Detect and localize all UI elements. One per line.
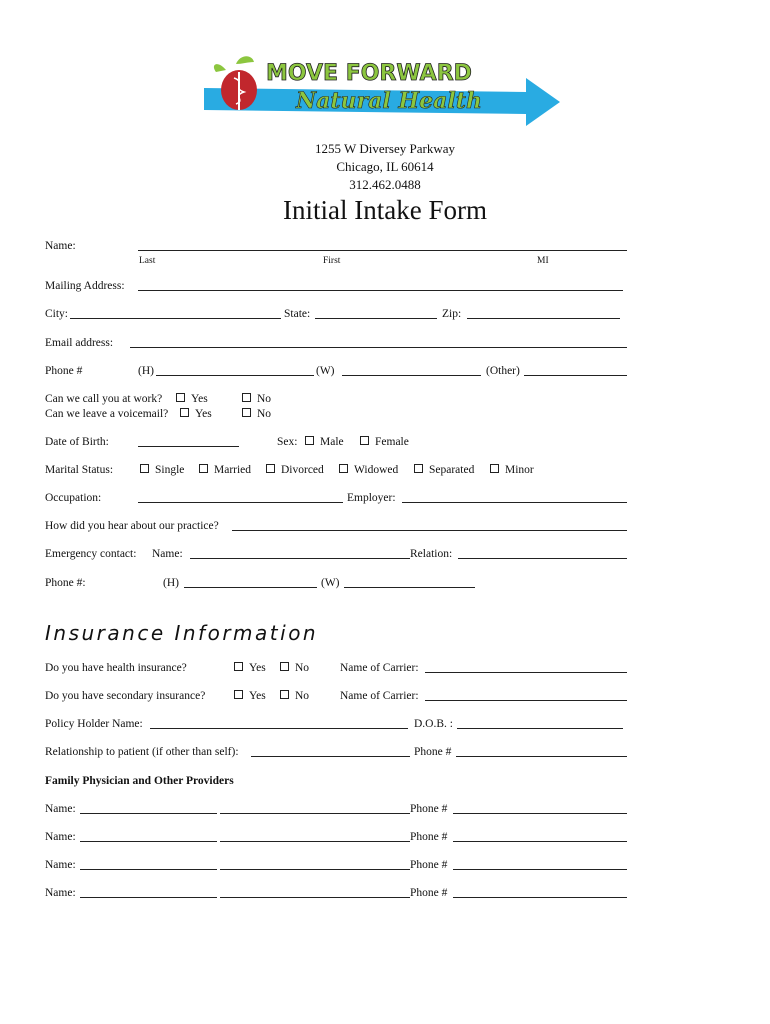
dob-field[interactable] [138,446,239,447]
form-title: Initial Intake Form [283,195,487,225]
secondary-carrier-label: Name of Carrier: [340,690,419,702]
emergency-relation-field[interactable] [458,558,627,559]
phone-other-label: (Other) [486,365,520,377]
checkbox-icon[interactable] [176,393,185,402]
checkbox-icon[interactable] [180,408,189,417]
mailing-field[interactable] [138,290,623,291]
city-field[interactable] [70,318,281,319]
logo-line2: Natural Health [296,88,482,114]
zip-field[interactable] [467,318,620,319]
hear-field[interactable] [232,530,627,531]
health-insurance-no[interactable]: No [280,661,309,675]
name-label: Name: [45,240,76,252]
provider-practice-field[interactable] [220,813,410,814]
emergency-name-label: Name: [152,548,183,560]
checkbox-icon[interactable] [199,464,208,473]
marital-minor[interactable]: Minor [490,463,534,477]
relationship-label: Relationship to patient (if other than self): [45,746,239,758]
carrier-field[interactable] [425,672,627,673]
marital-label: Marital Status: [45,464,114,476]
checkbox-icon[interactable] [234,690,243,699]
city-label: City: [45,308,69,320]
checkbox-icon[interactable] [280,662,289,671]
call-work-label: Can we call you at work? [45,393,163,405]
carrier-label: Name of Carrier: [340,662,419,674]
secondary-insurance-label: Do you have secondary insurance? [45,690,206,702]
provider-phone-label: Phone # [410,887,448,899]
provider-phone-field[interactable] [453,841,627,842]
policy-holder-label: Policy Holder Name: [45,718,143,730]
state-label: State: [284,308,311,320]
logo-line1: MOVE FORWARD [266,61,472,86]
sex-female[interactable]: Female [360,435,409,449]
provider-name-field[interactable] [80,869,217,870]
provider-practice-field[interactable] [220,897,410,898]
provider-phone-label: Phone # [410,831,448,843]
marital-single[interactable]: Single [140,463,184,477]
checkbox-icon[interactable] [234,662,243,671]
checkbox-icon[interactable] [242,393,251,402]
holder-dob-label: D.O.B. : [414,718,453,730]
phone-home-field[interactable] [156,375,314,376]
checkbox-icon[interactable] [339,464,348,473]
checkbox-icon[interactable] [242,408,251,417]
insurance-heading: Insurance Information [45,621,319,645]
marital-divorced[interactable]: Divorced [266,463,324,477]
provider-name-label: Name: [45,803,76,815]
emergency-phone-work-field[interactable] [344,587,475,588]
secondary-carrier-field[interactable] [425,700,627,701]
voicemail-label: Can we leave a voicemail? [45,408,169,420]
emergency-relation-label: Relation: [410,548,453,560]
name-first-caption: First [323,256,341,266]
checkbox-icon[interactable] [266,464,275,473]
provider-name-field[interactable] [80,897,217,898]
voicemail-no[interactable]: No [242,407,271,421]
emergency-label: Emergency contact: [45,548,137,560]
call-work-yes[interactable]: Yes [176,392,208,406]
zip-label: Zip: [442,308,462,320]
checkbox-icon[interactable] [140,464,149,473]
policy-holder-field[interactable] [150,728,408,729]
email-label: Email address: [45,337,114,349]
employer-field[interactable] [402,502,627,503]
relationship-field[interactable] [251,756,410,757]
providers-heading: Family Physician and Other Providers [45,775,234,787]
name-last-caption: Last [139,256,156,266]
phone-work-label: (W) [316,365,335,377]
hear-label: How did you hear about our practice? [45,520,219,532]
marital-married[interactable]: Married [199,463,251,477]
relationship-phone-label: Phone # [414,746,452,758]
checkbox-icon[interactable] [414,464,423,473]
emergency-name-field[interactable] [190,558,410,559]
practice-address: 1255 W Diversey Parkway [315,141,455,156]
name-field[interactable] [138,250,627,251]
checkbox-icon[interactable] [360,436,369,445]
provider-name-field[interactable] [80,841,217,842]
phone-label: Phone # [45,365,83,377]
provider-phone-label: Phone # [410,859,448,871]
call-work-no[interactable]: No [242,392,271,406]
provider-name-field[interactable] [80,813,217,814]
checkbox-icon[interactable] [305,436,314,445]
provider-phone-label: Phone # [410,803,448,815]
provider-name-label: Name: [45,831,76,843]
secondary-insurance-no[interactable]: No [280,689,309,703]
provider-phone-field[interactable] [453,813,627,814]
emergency-phone-home-label: (H) [163,577,179,589]
email-field[interactable] [130,347,627,348]
provider-name-label: Name: [45,859,76,871]
practice-phone: 312.462.0488 [349,177,421,192]
voicemail-yes[interactable]: Yes [180,407,212,421]
checkbox-icon[interactable] [490,464,499,473]
state-field[interactable] [315,318,437,319]
phone-home-label: (H) [138,365,154,377]
provider-phone-field[interactable] [453,869,627,870]
provider-phone-field[interactable] [453,897,627,898]
health-insurance-label: Do you have health insurance? [45,662,187,674]
emergency-phone-work-label: (W) [321,577,340,589]
move-forward-logo [196,50,566,130]
secondary-insurance-yes[interactable]: Yes [234,689,266,703]
emergency-phone-label: Phone #: [45,577,86,589]
provider-practice-field[interactable] [220,869,410,870]
marital-separated[interactable]: Separated [414,463,474,477]
phone-work-field[interactable] [342,375,481,376]
relationship-phone-field[interactable] [456,756,627,757]
provider-practice-field[interactable] [220,841,410,842]
name-mi-caption: MI [537,256,549,266]
marital-widowed[interactable]: Widowed [339,463,398,477]
checkbox-icon[interactable] [280,690,289,699]
employer-label: Employer: [347,492,396,504]
phone-other-field[interactable] [524,375,627,376]
provider-name-label: Name: [45,887,76,899]
sex-male[interactable]: Male [305,435,344,449]
dob-label: Date of Birth: [45,436,109,448]
mailing-label: Mailing Address: [45,280,125,292]
occupation-field[interactable] [138,502,343,503]
emergency-phone-home-field[interactable] [184,587,317,588]
holder-dob-field[interactable] [457,728,623,729]
health-insurance-yes[interactable]: Yes [234,661,266,675]
sex-label: Sex: [277,436,298,448]
occupation-label: Occupation: [45,492,102,504]
practice-city: Chicago, IL 60614 [336,159,434,174]
